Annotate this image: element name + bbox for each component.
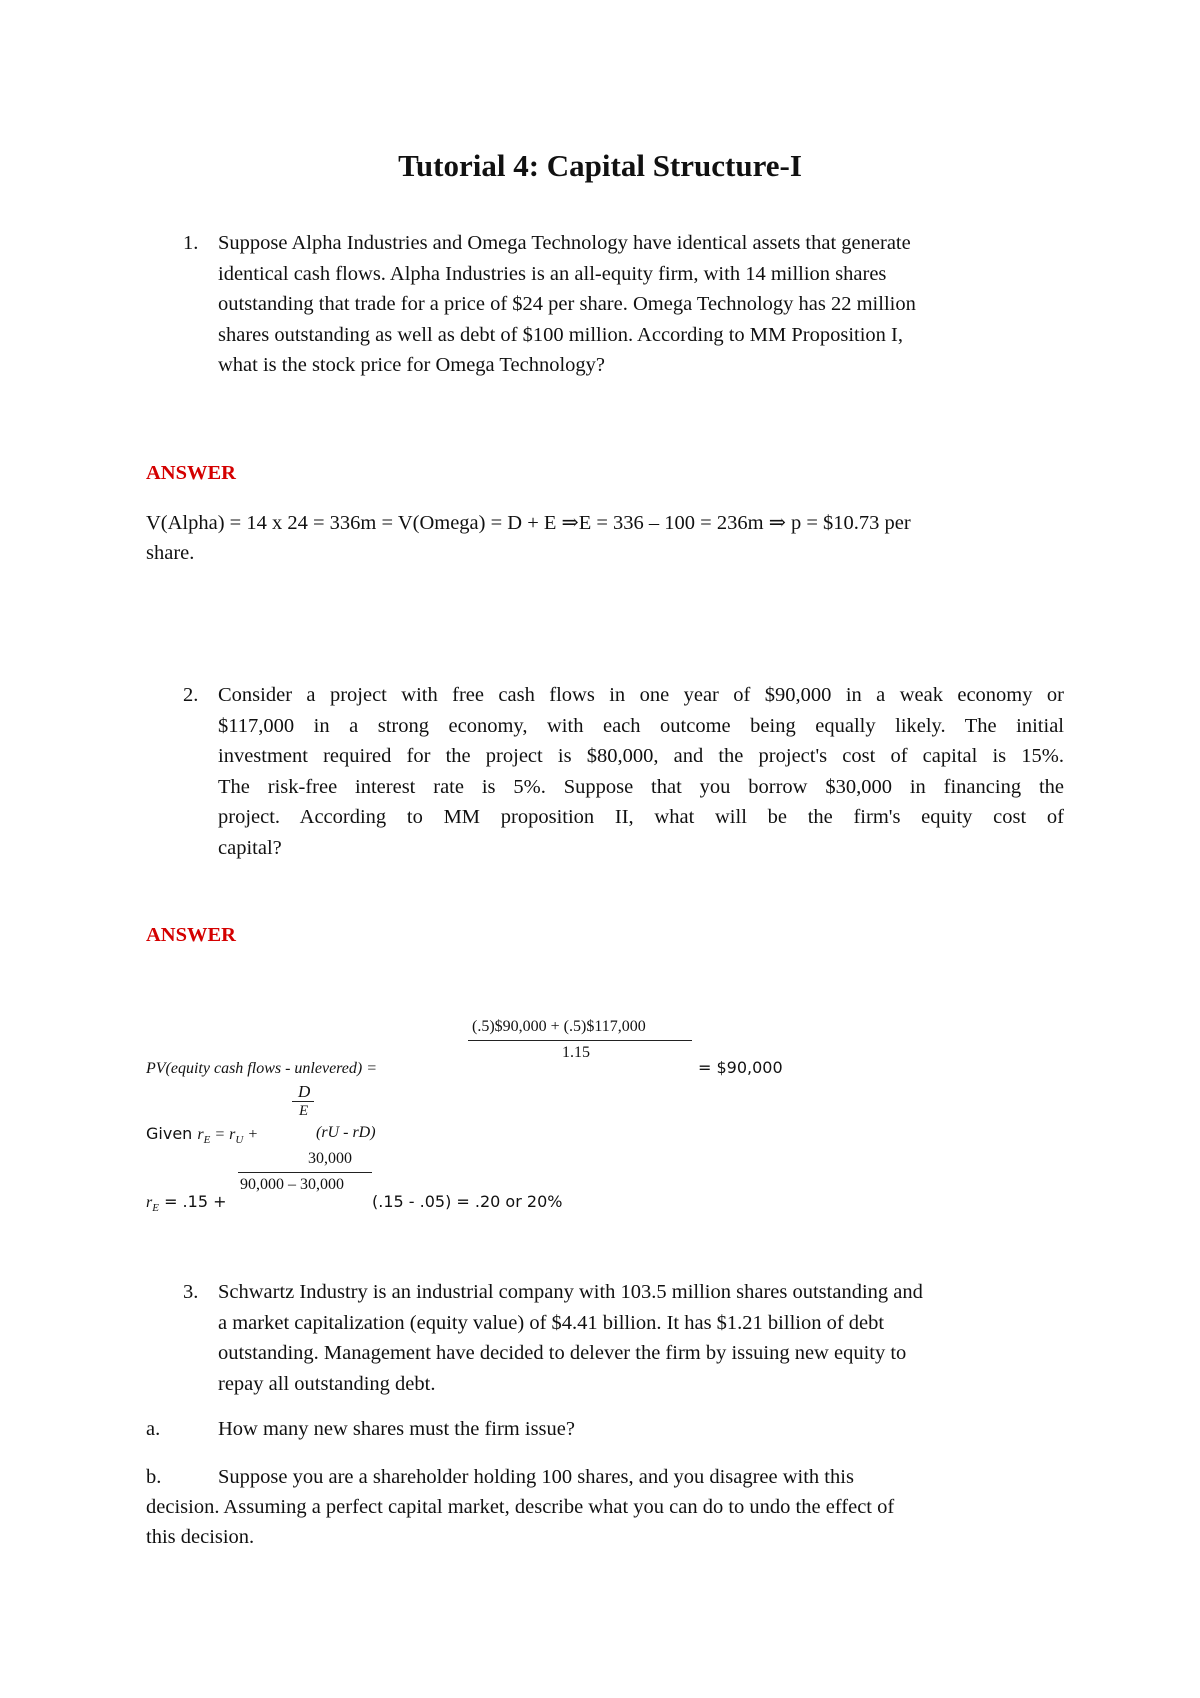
question-line: The risk-free interest rate is 5%. Suppose that you borrow $30,000 in financing the [218,775,1064,798]
pv-numerator: (.5)$90,000 + (.5)$117,000 [472,1018,646,1035]
fraction-bar [238,1172,372,1173]
given-line [146,1124,258,1146]
part-b-continuation: this decision. [146,1526,255,1548]
question-line: outstanding that trade for a price of $24 per share. Omega Technology has 22 million [218,293,916,315]
re-prefix: = .15 + [164,1192,227,1211]
question-line: identical cash flows. Alpha Industries is an all-equity firm, with 14 million shares [218,262,887,285]
pv-result: = $90,000 [698,1058,783,1077]
part-b-continuation: decision. Assuming a perfect capital market, describe what you can do to undo the effect of [146,1496,895,1518]
question-line: capital? [218,836,282,859]
question-line: what is the stock price for Omega Technology? [218,354,605,376]
fraction-bar [468,1040,692,1041]
question-line: $117,000 in a strong economy, with each outcome being equally likely. The initial [218,714,1064,737]
answer-line: share. [146,542,195,564]
question-line: Suppose Alpha Industries and Omega Technology have identical assets that generate [218,232,911,254]
answer-label: ANSWER [146,924,236,946]
answer-label: ANSWER [146,462,236,484]
re-numerator: 30,000 [308,1150,352,1167]
pv-denominator: 1.15 [562,1044,590,1061]
question-number: 1. [183,232,199,254]
page-title: Tutorial 4: Capital Structure-I [398,148,802,183]
answer-line: V(Alpha) = 14 x 24 = 336m = V(Omega) = D + E ⇒E = 336 – 100 = 236m ⇒ p = $10.73 per [146,512,911,534]
part-b-text: Suppose you are a shareholder holding 100 shares, and you disagree with this [218,1466,854,1488]
question-number: 3. [183,1281,199,1303]
question-text [218,680,1064,863]
pv-label [146,1058,377,1078]
question-line: outstanding. Management have decided to delever the firm by issuing new equity to [218,1342,907,1364]
question-line: project. According to MM proposition II, what will be the firm's equity cost of [218,806,1064,828]
question-line: Schwartz Industry is an industrial company with 103.5 million shares outstanding and [218,1281,923,1303]
de-numerator: D [298,1082,311,1101]
question-line: shares outstanding as well as debt of $100 million. According to MM Proposition I, [218,323,903,346]
de-denominator: E [299,1103,309,1119]
question-line: investment required for the project is $80,000, and the project's cost of capital is 15%. [218,745,1064,767]
part-a-label: a. [146,1418,161,1440]
question-text [218,228,916,381]
part-b-label: b. [146,1466,162,1488]
question-line: repay all outstanding debt. [218,1372,436,1395]
question-line: a market capitalization (equity value) of $4.41 billion. It has $1.21 billion of debt [218,1311,885,1334]
part-a-text: How many new shares must the firm issue? [218,1418,575,1440]
question-text [218,1277,923,1399]
re-denominator: 90,000 – 30,000 [240,1176,344,1193]
question-line: Consider a project with free cash flows in one year of $90,000 in a weak economy or [218,684,1064,706]
re-line [146,1192,227,1214]
re-symbol: $r_E = r_U$ + [197,1126,259,1146]
question-number: 2. [183,684,199,706]
pv-label-text: PV(equity cash flows - unlevered) = [146,1060,378,1077]
given-prefix: Given [146,1124,193,1143]
re-symbol: $r_E$ [146,1194,159,1214]
re-tail: (.15 - .05) = .20 or 20% [372,1192,563,1211]
fraction-bar [292,1101,314,1102]
given-tail: (rU - rD) [316,1124,376,1141]
answer-1-text [146,508,1066,568]
